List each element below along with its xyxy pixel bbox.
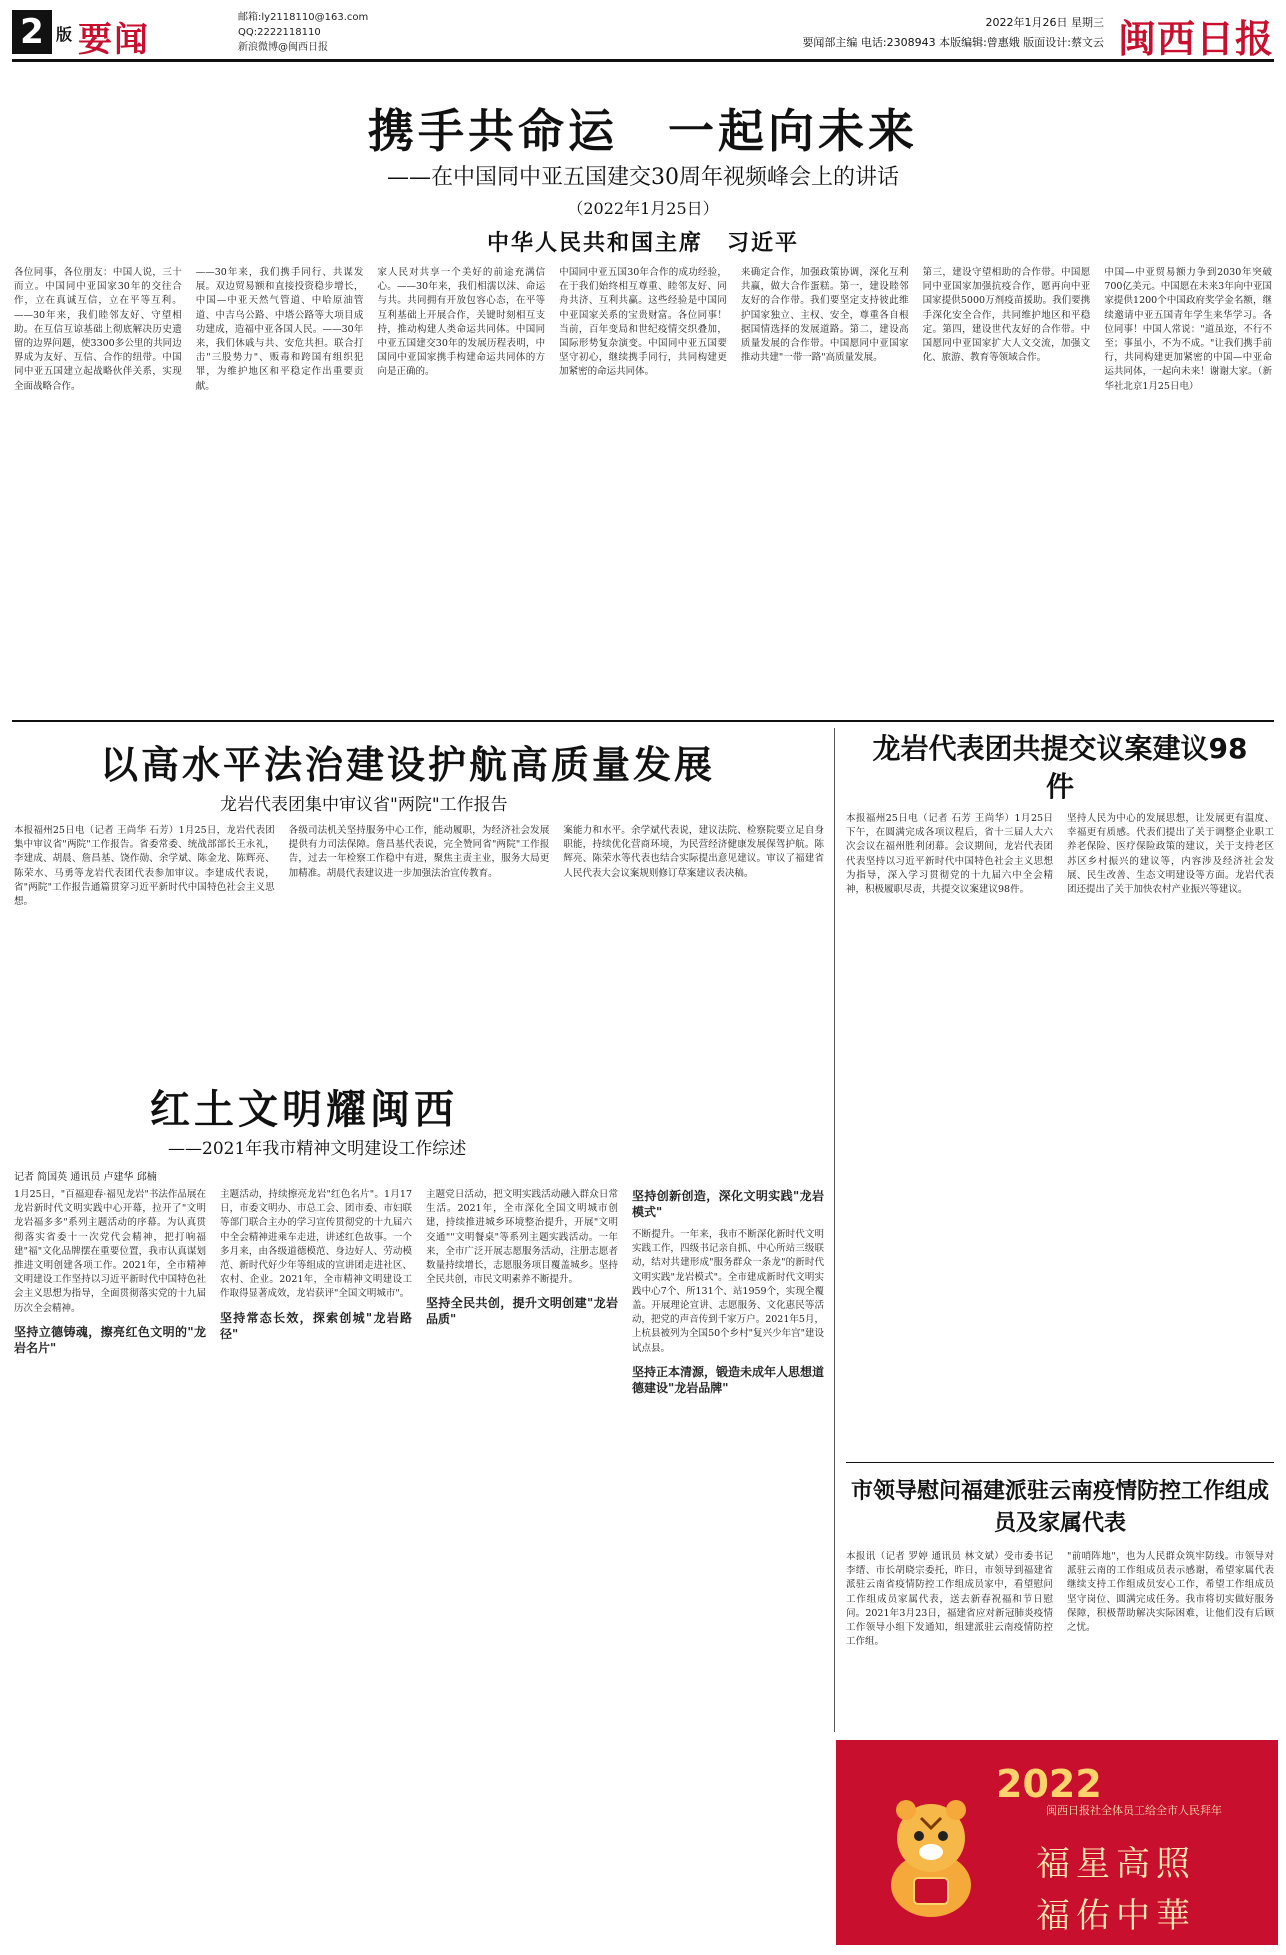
lead-byline: 中华人民共和国主席 习近平 bbox=[486, 231, 799, 256]
law-title: 以高水平法治建设护航高质量发展 bbox=[100, 743, 716, 787]
banner-year: 2022 bbox=[996, 1762, 1102, 1806]
culture-subhead: 坚持常态长效，探索创城"龙岩路径" bbox=[220, 1310, 412, 1341]
culture-paragraph: 1月25日，"百福迎春·福见龙岩"书法作品展在龙岩新时代文明实践中心开幕，拉开了"文明龙岩福多多"系列主题活动的序幕。为认真贯彻落实省委十一次党代会精神，把打响福建"福"文化品牌摆在重要位置，我市认真谋划推进文明创建各项工作。2021年，全市精神文明建设工作坚持以习近平新时代中国特色社会主义思想为指导，全面贯彻落实党的十九届历次全会精神。 bbox=[14, 1189, 206, 1314]
culture-byline: 记者 简国英 通讯员 卢建华 邱楠 bbox=[14, 1172, 157, 1183]
law-column: 案能力和水平。余学斌代表说，建议法院、检察院要立足自身职能，持续优化营商环境，为民营经济健康发展保驾护航。陈辉亮、陈荣水等代表也结合实际提出意见建议。审议了福建省人民代表大会议案规则修订草案建议表决稿。 bbox=[563, 825, 824, 879]
proposals-column: 坚持人民为中心的发展思想，让发展更有温度、幸福更有质感。代表们提出了关于调整企业职工养老保险、医疗保险政策的建议，关于支持老区苏区乡村振兴的建议等，内容涉及经济社会发展、民生改善、生态文明建设等方面。龙岩代表团还提出了关于加快农村产业振兴等建议。 bbox=[1067, 813, 1274, 896]
lead-column: 第三，建设守望相助的合作带。中国愿同中亚国家加强抗疫合作，愿再向中亚国家提供5000万剂疫苗援助。我们要携手深化安全合作，共同维护地区和平稳定。第四，建设世代友好的合作带。中国愿同中亚国家扩大人文交流，加强文化、旅游、教育等领域合作。 bbox=[922, 267, 1091, 364]
comfort-body bbox=[846, 1550, 1274, 1730]
culture-column bbox=[426, 1188, 618, 1942]
culture-paragraph: 不断提升。一年来，我市不断深化新时代文明实践工作，四级书记亲自抓、中心所站三级联动，结对共建形成"服务群众一条龙"的新时代文明实践"龙岩模式"。全市建成新时代文明实践中心7个、所131个、站1959个，实现全覆盖。开展理论宣讲、志愿服务、文化惠民等活动，把党的声音传到千家万户。2021年5月，上杭县被列为全国50个乡村"复兴少年宫"建设试点县。 bbox=[632, 1229, 824, 1354]
section-name: 要闻 bbox=[78, 20, 150, 60]
law-body bbox=[14, 824, 824, 1060]
proposals-column: 本报福州25日电（记者 石芳 王尚华）1月25日下午，在圆满完成各项议程后，省十三届人大六次会议在福州胜利闭幕。会议期间，龙岩代表团代表坚持以习近平新时代中国特色社会主义思想为指导，深入学习贯彻党的十九届六中全会精神，积极履职尽责，共提交议案建议98件。 bbox=[846, 813, 1053, 896]
proposals-title: 龙岩代表团共提交议案建议98件 bbox=[872, 732, 1248, 803]
contact-weibo: 新浪微博@闽西日报 bbox=[238, 42, 328, 53]
banner-blessing-2: 福佑中華 bbox=[1036, 1896, 1196, 1936]
lead-date: （2022年1月25日） bbox=[567, 199, 719, 218]
comfort-title: 市领导慰问福建派驻云南疫情防控工作组成员及家属代表 bbox=[850, 1479, 1269, 1536]
law-column: 各级司法机关坚持服务中心工作，能动履职，为经济社会发展提供有力司法保障。詹昌基代表说，完全赞同省"两院"工作报告，过去一年检察工作稳中有进，聚焦主责主业，服务大局更加精准。胡晨代表建议进一步加强法治宣传教育。 bbox=[288, 825, 550, 879]
staff-credits: 要闻部主编 电话:2308943 本版编辑:曾惠娥 版面设计:蔡文云 bbox=[802, 36, 1104, 49]
lead-column: 来确定合作，加强政策协调，深化互利共赢，做大合作蛋糕。第一，建设睦邻友好的合作带。我们要坚定支持彼此维护国家独立、主权、安全，尊重各自根据国情选择的发展道路。第二，建设高质量发展的合作带。中国愿同中亚国家推动共建"一带一路"高质量发展。 bbox=[740, 267, 909, 364]
masthead bbox=[12, 8, 1274, 62]
proposals-body bbox=[846, 812, 1274, 1452]
lead-body bbox=[14, 266, 1272, 714]
issue-date: 2022年1月26日 星期三 bbox=[985, 16, 1104, 29]
contact-qq: QQ:2222118110 bbox=[238, 27, 321, 38]
page-suffix: 版 bbox=[56, 25, 73, 44]
culture-subhead: 坚持立德铸魂，擦亮红色文明的"龙岩名片" bbox=[14, 1324, 206, 1355]
culture-subhead: 坚持全民共创，提升文明创建"龙岩品质" bbox=[426, 1296, 618, 1327]
law-subtitle: 龙岩代表团集中审议省"两院"工作报告 bbox=[220, 795, 508, 815]
lead-column: 家人民对共享一个美好的前途充满信心。——30年来，我们相濡以沫、命运与共。共同拥有开放包容心态，在平等互利基础上开展合作，关键时刻相互支持，推动构建人类命运共同体。中国同中亚五国建交30年的发展历程表明，中国同中亚国家携手构建命运共同体的方向是正确的。 bbox=[377, 267, 546, 378]
lead-title: 携手共命运 一起向未来 bbox=[368, 104, 918, 158]
culture-paragraph: 主题党日活动，把文明实践活动融入群众日常生活。2021年，全市深化全国文明城市创建，持续推进城乡环境整治提升，开展"文明交通""文明餐桌"等系列主题实践活动。一年来，全市广泛开展志愿服务活动，注册志愿者数量持续增长，志愿服务项目覆盖城乡。坚持全民共创，市民文明素养不断提升。 bbox=[426, 1189, 618, 1286]
culture-paragraph: 主题活动，持续擦亮龙岩"红色名片"。1月17日，市委文明办、市总工会、团市委、市妇联等部门联合主办的学习宣传贯彻党的十九届六中全会精神进乘车走进，讲述红色故事。一个多月来，由各级道德模范、身边好人、劳动模范、新时代好少年等组成的宣讲团走进社区、农村、企业。2021年，全市精神文明建设工作取得显著成效，龙岩获评"全国文明城市"。 bbox=[220, 1189, 412, 1300]
lead-column: 中国—中亚贸易额力争到2030年突破700亿美元。中国愿在未来3年向中亚国家提供1200个中国政府奖学金名额，继续邀请中亚五国青年学生来华学习。各位同事！中国人常说："道虽迩，不行不至；事虽小，不为不成。"让我们携手前行，共同构建更加紧密的中国—中亚命运共同体，一起向未来！谢谢大家。（新华社北京1月25日电） bbox=[1104, 267, 1272, 392]
lead-column: 各位同事，各位朋友：中国人说，三十而立。中国同中亚国家30年的交往合作，立在真诚互信，立在平等互利。——30年来，我们睦邻友好、守望相助。在互信互谅基础上彻底解决历史遗留的边界问题，使3300多公里的共同边界成为友好、互信、合作的纽带。中国同中亚五国建立起战略伙伴关系，实现全面战略合作。 bbox=[14, 267, 182, 392]
divider bbox=[12, 720, 1274, 722]
column-rule bbox=[834, 728, 835, 1732]
culture-body bbox=[14, 1188, 824, 1942]
culture-column bbox=[220, 1188, 412, 1942]
culture-column bbox=[14, 1188, 206, 1942]
banner-greeting: 闽西日报社全体员工给全市人民拜年 bbox=[1046, 1804, 1222, 1817]
culture-subtitle: ——2021年我市精神文明建设工作综述 bbox=[168, 1139, 467, 1159]
new-year-banner bbox=[836, 1740, 1278, 1945]
tiger-mascot-icon bbox=[876, 1790, 986, 1920]
culture-title: 红土文明耀闽西 bbox=[150, 1087, 458, 1133]
lead-subtitle: ——在中国同中亚五国建交30周年视频峰会上的讲话 bbox=[387, 165, 899, 190]
lead-column: ——30年来，我们携手同行、共谋发展。双边贸易额和直接投资稳步增长，中国—中亚天然气管道、中哈原油管道、中吉乌公路、中塔公路等大项目成功建成，造福中亚各国人民。——30年来，我们休戚与共、安危共担。联合打击"三股势力"、贩毒和跨国有组织犯罪，为维护地区和平稳定作出重要贡献。 bbox=[195, 267, 364, 392]
banner-blessing-1: 福星高照 bbox=[1036, 1844, 1196, 1884]
divider bbox=[846, 1462, 1274, 1463]
page-number: 2 bbox=[12, 10, 52, 54]
lead-column: 中国同中亚五国30年合作的成功经验，在于我们始终相互尊重、睦邻友好、同舟共济、互利共赢。这些经验是中国同中亚国家关系的宝贵财富。各位同事！当前，百年变局和世纪疫情交织叠加，国际形势复杂演变。中国同中亚五国要坚守初心，继续携手同行，共同构建更加紧密的命运共同体。 bbox=[559, 267, 727, 378]
comfort-column: "前哨阵地"，也为人民群众筑牢防线。市领导对派驻云南的工作组成员表示感谢，希望家属代表继续支持工作组成员安心工作，希望工作组成员坚守岗位、圆满完成任务。我市将切实做好服务保障，积极帮助解决实际困难，让他们没有后顾之忧。 bbox=[1067, 1551, 1274, 1634]
culture-subhead: 坚持正本清源，锻造未成年人思想道德建设"龙岩品牌" bbox=[632, 1364, 824, 1395]
law-column: 本报福州25日电（记者 王尚华 石芳）1月25日，龙岩代表团集中审议省"两院"工作报告。省委常委、统战部部长王永礼，李建成、胡晨、詹昌基、饶作勋、余学斌、陈金龙、陈辉亮、陈荣水、马勇等龙岩代表团代表参加审议。李建成代表说，省"两院"工作报告通篇贯穿习近平新时代中国特色社会主义思想。 bbox=[14, 825, 275, 908]
culture-column bbox=[632, 1188, 824, 1942]
paper-logo: 闽西日报 bbox=[1117, 16, 1274, 61]
culture-subhead: 坚持创新创造，深化文明实践"龙岩模式" bbox=[632, 1189, 824, 1219]
comfort-column: 本报讯（记者 罗婷 通讯员 林文斌）受市委书记李缙、市长胡晓宗委托，昨日，市领导到福建省派驻云南省疫情防控工作组成员家中，看望慰问工作组成员家属代表，送去新春祝福和节日慰问。2021年3月23日，福建省应对新冠肺炎疫情工作领导小组下发通知，组建派驻云南疫情防控工作组。 bbox=[846, 1551, 1053, 1648]
contact-email: 邮箱:ly2118110@163.com bbox=[238, 12, 369, 23]
contact-info bbox=[238, 10, 368, 55]
